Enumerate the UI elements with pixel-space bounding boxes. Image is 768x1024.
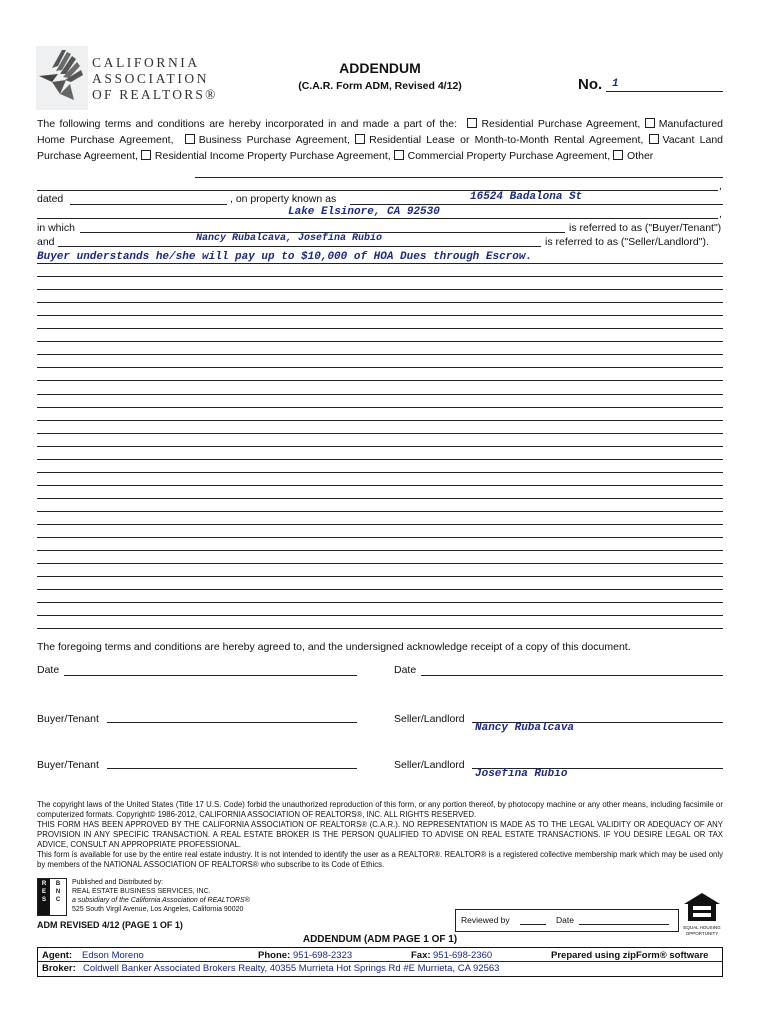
approval-text: THIS FORM HAS BEEN APPROVED BY THE CALIFORNIA ASSOCIATION OF REALTORS® (C.A.R.). NO REPRESENTATION IS MADE AS TO THE LEGAL VALIDITY OR ADEQUACY OF ANY PROVISION IN ANY SPECIFIC TRANSACTION. A REAL ESTATE BROKER IS THE PERSON QUALIFIED TO ADVISE ON REAL ESTATE TRANSACTIONS. IF YOU DESIRE LEGAL OR TAX ADVICE, CONSULT AN APPROPRIATE PROFESSIONAL.: [37, 820, 723, 849]
checkbox-commercial-property[interactable]: [394, 150, 404, 160]
other-line: [195, 177, 723, 178]
comma-1: ,: [719, 180, 722, 192]
agreement-text: The foregoing terms and conditions are hereby agreed to, and the undersigned acknowledge receipt of a copy of this document.: [37, 641, 631, 653]
terms-line[interactable]: [37, 446, 723, 447]
seller-line[interactable]: [58, 246, 541, 247]
terms-line[interactable]: [37, 380, 723, 381]
org-line1: CALIFORNIA: [92, 55, 200, 70]
option-manufactured-home: Manufactured Home Purchase Agreement,: [37, 118, 724, 146]
comma-2: ,: [719, 208, 722, 220]
seller-date-label: Date: [394, 664, 417, 676]
legal-block: [37, 800, 723, 870]
seller1-label: Seller/Landlord: [394, 713, 465, 725]
terms-line[interactable]: [37, 328, 723, 329]
terms-line[interactable]: [37, 563, 723, 564]
publisher-block: [72, 878, 250, 914]
terms-line[interactable]: [37, 615, 723, 616]
publisher-line4: 525 South Virgil Avenue, Los Angeles, California 90020: [72, 906, 244, 913]
terms-line-1-text[interactable]: Buyer understands he/she will pay up to $10,000 of HOA Dues through Escrow.: [37, 251, 533, 263]
property-address-line2[interactable]: Lake Elsinore, CA 92530: [288, 206, 440, 218]
property-address-line1[interactable]: 16524 Badalona St: [470, 191, 583, 203]
option-commercial-property: Commercial Property Purchase Agreement,: [407, 150, 611, 162]
terms-line[interactable]: [37, 524, 723, 525]
intro-paragraph: [37, 116, 723, 164]
other-line-2: [37, 190, 718, 191]
seller1-name[interactable]: Nancy Rubalcava: [475, 722, 575, 734]
checkbox-vacant-land[interactable]: [649, 134, 659, 144]
checkbox-other[interactable]: [613, 150, 623, 160]
seller2-label: Seller/Landlord: [394, 759, 465, 771]
terms-line[interactable]: [37, 459, 723, 460]
option-business-purchase: Business Purchase Agreement,: [198, 134, 350, 146]
org-name: [92, 55, 218, 103]
publisher-line3: a subsidiary of the California Association of REALTORS®: [72, 897, 250, 904]
rebs-badge: [37, 878, 67, 916]
option-residential-lease: Residential Lease or Month-to-Month Rental Agreement,: [369, 134, 644, 146]
phone-label: Phone:: [258, 950, 291, 961]
terms-line[interactable]: [37, 367, 723, 368]
car-logo-icon: [36, 46, 88, 110]
agent-name: Edson Moreno: [82, 950, 144, 961]
badge-letter: B: [55, 881, 61, 887]
buyer1-signature-line[interactable]: [107, 722, 357, 723]
org-line3: OF REALTORS®: [92, 87, 218, 102]
seller-role-text: is referred to as ("Seller/Landlord").: [545, 236, 709, 248]
phone-value: 951-698-2323: [293, 950, 353, 961]
buyer1-label: Buyer/Tenant: [37, 713, 99, 725]
dated-line[interactable]: [70, 204, 227, 205]
review-date-line[interactable]: [579, 924, 669, 925]
terms-line[interactable]: [37, 394, 723, 395]
badge-letter: N: [55, 889, 61, 895]
intro-text: The following terms and conditions are hereby incorporated in and made a part of the:: [37, 118, 457, 130]
broker-value: Coldwell Banker Associated Brokers Realty, 40355 Murrieta Hot Springs Rd #E Murrieta, CA 92563: [83, 963, 500, 974]
terms-line[interactable]: [37, 341, 723, 342]
form-no-line: [606, 91, 723, 92]
buyer-role-text: is referred to as ("Buyer/Tenant"): [569, 222, 722, 234]
reviewed-by-line[interactable]: [520, 924, 546, 925]
terms-line[interactable]: [37, 276, 723, 277]
seller-date-line[interactable]: [421, 675, 723, 676]
form-no-label: No.: [578, 76, 603, 93]
badge-letter: C: [55, 897, 61, 903]
buyer2-signature-line[interactable]: [107, 768, 357, 769]
checkbox-manufactured-home[interactable]: [645, 118, 655, 128]
equal-housing-icon: [682, 892, 722, 922]
terms-line[interactable]: [37, 302, 723, 303]
terms-line[interactable]: [37, 472, 723, 473]
terms-line[interactable]: [37, 420, 723, 421]
badge-letter: E: [41, 889, 46, 895]
terms-line[interactable]: [37, 485, 723, 486]
fax-value: 951-698-2360: [433, 950, 493, 961]
terms-line[interactable]: [37, 602, 723, 603]
equal-housing-logo: [682, 892, 722, 936]
option-other: Other: [627, 150, 654, 162]
page-title-footer: ADDENDUM (ADM PAGE 1 OF 1): [302, 934, 458, 945]
review-date-label: Date: [556, 915, 574, 925]
org-line2: ASSOCIATION: [92, 71, 210, 86]
eho-line2: OPPORTUNITY: [685, 931, 719, 936]
badge-letter: S: [41, 897, 46, 903]
form-title: ADDENDUM: [339, 60, 421, 76]
terms-line[interactable]: [37, 628, 723, 629]
terms-line[interactable]: [37, 498, 723, 499]
checkbox-residential-income[interactable]: [141, 150, 151, 160]
publisher-line1: Published and Distributed by:: [72, 879, 164, 886]
in-which-label: in which: [37, 222, 75, 234]
terms-line[interactable]: [37, 289, 723, 290]
checkbox-business-purchase[interactable]: [185, 134, 195, 144]
agent-label: Agent:: [42, 950, 73, 961]
terms-line[interactable]: [37, 354, 723, 355]
terms-line[interactable]: [37, 550, 723, 551]
form-no-value[interactable]: 1: [612, 78, 619, 90]
option-residential-purchase: Residential Purchase Agreement,: [481, 118, 641, 130]
reviewed-by-label: Reviewed by: [461, 915, 510, 925]
eho-line1: EQUAL HOUSING: [683, 925, 721, 930]
form-subtitle: (C.A.R. Form ADM, Revised 4/12): [298, 80, 462, 92]
buyer-date-label: Date: [37, 664, 60, 676]
terms-line[interactable]: [37, 263, 723, 264]
seller-names[interactable]: Nancy Rubalcava, Josefina Rubio: [196, 233, 383, 244]
terms-line[interactable]: [37, 576, 723, 577]
broker-label: Broker:: [42, 963, 76, 974]
terms-line[interactable]: [37, 589, 723, 590]
car-logo: [36, 46, 88, 110]
terms-line[interactable]: [37, 433, 723, 434]
checkbox-residential-purchase[interactable]: [467, 118, 477, 128]
terms-line[interactable]: [37, 315, 723, 316]
buyer2-label: Buyer/Tenant: [37, 759, 99, 771]
and-label: and: [37, 236, 55, 248]
software-text: Prepared using zipForm® software: [551, 950, 709, 961]
seller2-name[interactable]: Josefina Rubio: [475, 768, 568, 780]
publisher-line2: REAL ESTATE BUSINESS SERVICES, INC.: [72, 888, 211, 895]
option-vacant-land: Vacant Land Purchase Agreement,: [37, 134, 724, 162]
usage-text: This form is available for use by the entire real estate industry. It is not intended to identify the user as a REALTOR®. REALTOR® is a registered collective membership mark which may be used only by members of the NATIONAL ASSOCIATION OF REALTORS® who subscribe to its Code of Ethics.: [37, 850, 723, 869]
checkbox-residential-lease[interactable]: [355, 134, 365, 144]
fax-label: Fax:: [411, 950, 431, 961]
option-residential-income: Residential Income Property Purchase Agreement,: [154, 150, 391, 162]
property-line-2[interactable]: [37, 218, 718, 219]
property-line-1[interactable]: [350, 204, 723, 205]
terms-line[interactable]: [37, 511, 723, 512]
property-label: , on property known as: [230, 193, 337, 205]
revised-text: ADM REVISED 4/12 (PAGE 1 OF 1): [37, 920, 183, 930]
copyright-text: The copyright laws of the United States (Title 17 U.S. Code) forbid the unauthorized reproduction of this form, or any portion thereof, by photocopy machine or any other means, including facsimile or computerized formats. Copyright© 1986-2012, CALIFORNIA ASSOCIATION OF REALTORS®, INC. ALL RIGHTS RESERVED.: [37, 800, 723, 819]
buyer-date-line[interactable]: [64, 675, 357, 676]
agent-divider: [37, 961, 723, 962]
badge-letter: R: [41, 881, 47, 887]
dated-label: dated: [37, 193, 64, 205]
terms-line[interactable]: [37, 537, 723, 538]
terms-line[interactable]: [37, 407, 723, 408]
